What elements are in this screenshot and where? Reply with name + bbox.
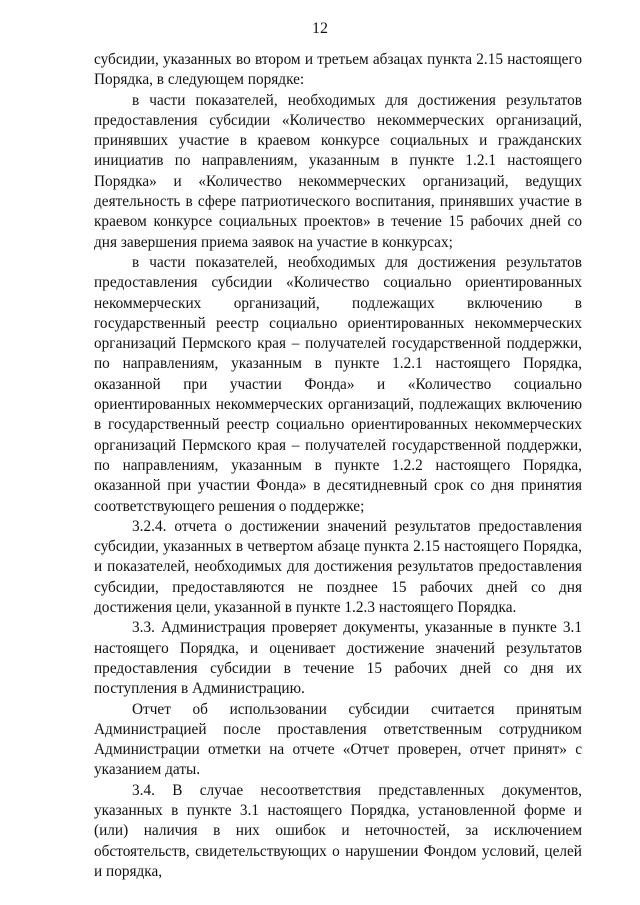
paragraph-results-contest-indicators: в части показателей, необходимых для достижения результатов предоставления субсидии «Количество некоммерческих организаций, принявших участие в краевом конкурсе социальных и гражданских инициатив по направлениям, указанным в пункте 1.2.1 настоящего Порядка» и «Количество некоммерческих организаций, ведущих деятельность в сфере патриотического воспитания, принявших участие в краевом конкурсе социальных проектов» в течение 15 рабочих дней со дня завершения приема заявок на участие в конкурсах; [94, 91, 582, 251]
paragraph-continuation: субсидии, указанных во втором и третьем абзацах пункта 2.15 настоящего Порядка, в следующем порядке: [94, 51, 582, 89]
paragraph-3-4: 3.4. В случае несоответствия представленных документов, указанных в пункте 3.1 настоящего Порядка, установленной форме и (или) наличия в них ошибок и неточностей, за исключением обстоятельств, свидетельствующих о нарушении Фондом условий, целей и порядка, [94, 781, 582, 880]
document-body [94, 50, 582, 882]
paragraph-results-registry-indicators: в части показателей, необходимых для достижения результатов предоставления субсидии «Количество социально ориентированных некоммерческих организаций, подлежащих включению в государственный реестр социально ориентированных некоммерческих организаций Пермского края – получателей государственной поддержки, по направлениям, указанным в пункте 1.2.1 настоящего Порядка, оказанной при участии Фонда» и «Количество социально ориентированных некоммерческих организаций, подлежащих включению в государственный реестр социально ориентированных некоммерческих организаций Пермского края – получателей государственной поддержки, по направлениям, указанным в пункте 1.2.2 настоящего Порядка, оказанной при участии Фонда» в десятидневный срок со дня принятия соответствующего решения о поддержке; [94, 253, 582, 515]
paragraph-3-3: 3.3. Администрация проверяет документы, указанные в пункте 3.1 настоящего Порядка, и оценивает достижение значений результатов предоставления субсидии в течение 15 рабочих дней со дня их поступления в Администрацию. [94, 619, 582, 698]
page-number: 12 [312, 20, 328, 37]
paragraph-3-2-4: 3.2.4. отчета о достижении значений результатов предоставления субсидии, указанных в четвертом абзаце пункта 2.15 настоящего Порядка, и показателей, необходимых для достижения результатов предоставления субсидии, предоставляются не позднее 15 рабочих дней со дня достижения цели, указанной в пункте 1.2.3 настоящего Порядка. [94, 517, 582, 617]
paragraph-report-acceptance: Отчет об использовании субсидии считается принятым Администрацией после проставления ответственным сотрудником Администрации отметки на отчете «Отчет проверен, отчет принят» с указанием даты. [94, 700, 582, 779]
